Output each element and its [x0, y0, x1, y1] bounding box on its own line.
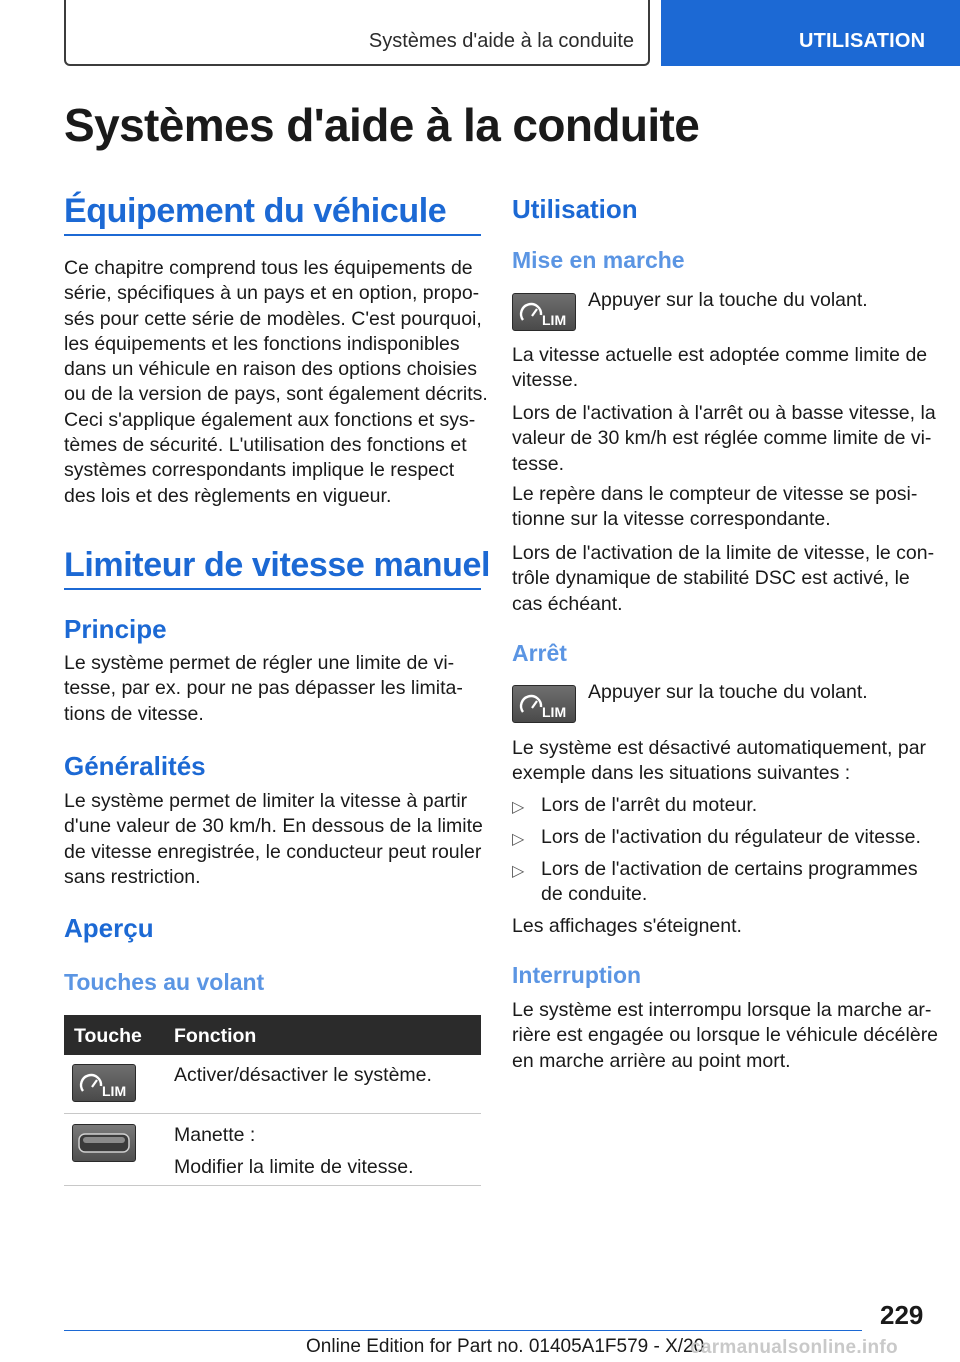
equip-heading-rule: [64, 234, 481, 236]
text-line: Ce chapitre comprend tous les équipements de: [64, 257, 473, 279]
text-line: Le système permet de limiter la vitesse à partir: [64, 790, 468, 812]
text-line: Le système est interrompu lorsque la marche ar-: [512, 999, 932, 1021]
text-line: de conduite.: [541, 883, 648, 906]
lim-button-icon: [512, 293, 576, 331]
mise-en-marche-heading: Mise en marche: [512, 247, 685, 273]
page-number: 229: [880, 1300, 924, 1330]
header-chapter-tab: [661, 0, 960, 66]
table-row2-line1: Manette :: [174, 1124, 256, 1146]
text-line: Le repère dans le compteur de vitesse se posi-: [512, 483, 918, 505]
equip-heading: Équipement du véhicule: [64, 192, 447, 230]
text-line: rière est engagée ou lorsque le véhicule décélère: [512, 1024, 939, 1047]
text-line: cas échéant.: [512, 592, 623, 615]
limiter-heading: Limiteur de vitesse manuel: [64, 546, 491, 584]
bullet-triangle-icon: ▷: [512, 863, 525, 880]
lim-button-icon: [512, 685, 576, 723]
lim-button-icon: [72, 1064, 136, 1102]
generalites-heading: Généralités: [64, 751, 206, 781]
table-header: [64, 1015, 481, 1055]
arret-icon-caption: Appuyer sur la touche du volant.: [588, 681, 868, 703]
text-line: tesse, par ex. pour ne pas dépasser les limita-: [64, 677, 463, 700]
table-row2-line2: Modifier la limite de vitesse.: [174, 1156, 414, 1178]
bullet-triangle-icon: ▷: [512, 799, 525, 816]
lim-label: LIM: [542, 704, 567, 720]
text-line: sans restriction.: [64, 865, 201, 888]
rocker-switch-icon: [72, 1124, 136, 1162]
text-line: Ceci s'applique également aux fonctions et sys-: [64, 408, 476, 431]
header-section-title: Systèmes d'aide à la conduite: [368, 30, 634, 52]
generalites-paragraph: [64, 789, 481, 890]
text-line: Lors de l'arrêt du moteur.: [541, 794, 758, 816]
text-line: en marche arrière au point mort.: [512, 1049, 791, 1072]
text-line: les équipements et les fonctions indisponibles: [64, 332, 460, 355]
text-line: de vitesse enregistrée, le conducteur peut rouler: [64, 840, 482, 863]
text-line: Lors de l'activation de certains programmes: [541, 858, 918, 880]
table-row-divider: [64, 1185, 481, 1186]
footer-rule: [64, 1330, 862, 1331]
apercu-heading: Aperçu: [64, 913, 154, 943]
arret-bullet-3: [541, 857, 930, 908]
text-line: Le système permet de régler une limite de vi-: [64, 652, 455, 674]
text-line: dans un véhicule en raison des options choisies: [64, 358, 478, 381]
footer-watermark: carmanualsonline.info: [690, 1337, 898, 1358]
arret-paragraph-1: [512, 736, 930, 787]
text-line: ou de la version de pays, sont également décrits.: [64, 383, 488, 406]
principe-heading: Principe: [64, 614, 167, 644]
text-line: exemple dans les situations suivantes :: [512, 762, 851, 785]
text-line: tions de vitesse.: [64, 702, 204, 725]
text-line: Lors de l'activation de la limite de vitesse, le con-: [512, 542, 935, 564]
text-line: Lors de l'activation à l'arrêt ou à basse vitesse, la: [512, 402, 936, 424]
touches-heading: Touches au volant: [64, 969, 265, 995]
text-line: La vitesse actuelle est adoptée comme limite de: [512, 344, 928, 366]
lim-label: LIM: [542, 312, 567, 328]
mise-paragraph-3: [512, 482, 930, 533]
header-section-tab: [64, 0, 650, 66]
text-line: Lors de l'activation du régulateur de vitesse.: [541, 826, 921, 848]
text-line: sés pour cette série de modèles. C'est pourquoi,: [64, 307, 482, 330]
mise-paragraph-1: [512, 343, 930, 394]
arret-bullet-1: [541, 793, 930, 818]
lim-label: LIM: [102, 1083, 127, 1099]
text-line: des lois et des règlements en vigueur.: [64, 484, 392, 507]
equip-paragraph: [64, 256, 488, 509]
page-title: Systèmes d'aide à la conduite: [64, 99, 700, 151]
text-line: systèmes correspondants implique le respect: [64, 459, 455, 482]
text-line: tionne sur la vitesse correspondante.: [512, 508, 831, 531]
text-line: tèmes de sécurité. L'utilisation des fonctions et: [64, 434, 467, 457]
arret-heading: Arrêt: [512, 640, 567, 666]
arret-bullet-2: [541, 825, 930, 850]
arret-paragraph-2: Les affichages s'éteignent.: [512, 915, 742, 937]
mise-paragraph-2: [512, 401, 936, 477]
interruption-paragraph: [512, 998, 939, 1074]
footer-edition: Online Edition for Part no. 01405A1F579 - X/20: [306, 1336, 705, 1357]
text-line: trôle dynamique de stabilité DSC est activé, le: [512, 567, 910, 590]
text-line: tesse.: [512, 452, 565, 475]
text-line: d'une valeur de 30 km/h. En dessous de la limite: [64, 815, 483, 838]
limiter-heading-rule: [64, 588, 481, 590]
table-header-fonction: Fonction: [174, 1025, 257, 1047]
mise-paragraph-4: [512, 541, 935, 617]
table-row-divider: [64, 1113, 481, 1114]
table-header-touche: Touche: [74, 1025, 142, 1047]
text-line: valeur de 30 km/h est réglée comme limite de vi-: [512, 427, 932, 450]
mise-icon-caption: Appuyer sur la touche du volant.: [588, 289, 868, 311]
text-line: Le système est désactivé automatiquement, par: [512, 737, 927, 759]
bullet-triangle-icon: ▷: [512, 831, 525, 848]
principe-paragraph: [64, 651, 481, 727]
text-line: vitesse.: [512, 369, 579, 392]
text-line: série, spécifiques à un pays et en option, propo-: [64, 282, 480, 305]
utilisation-heading: Utilisation: [512, 194, 638, 224]
table-row1-function: Activer/désactiver le système.: [174, 1064, 432, 1086]
header-chapter-title: UTILISATION: [799, 30, 926, 52]
interruption-heading: Interruption: [512, 962, 642, 988]
